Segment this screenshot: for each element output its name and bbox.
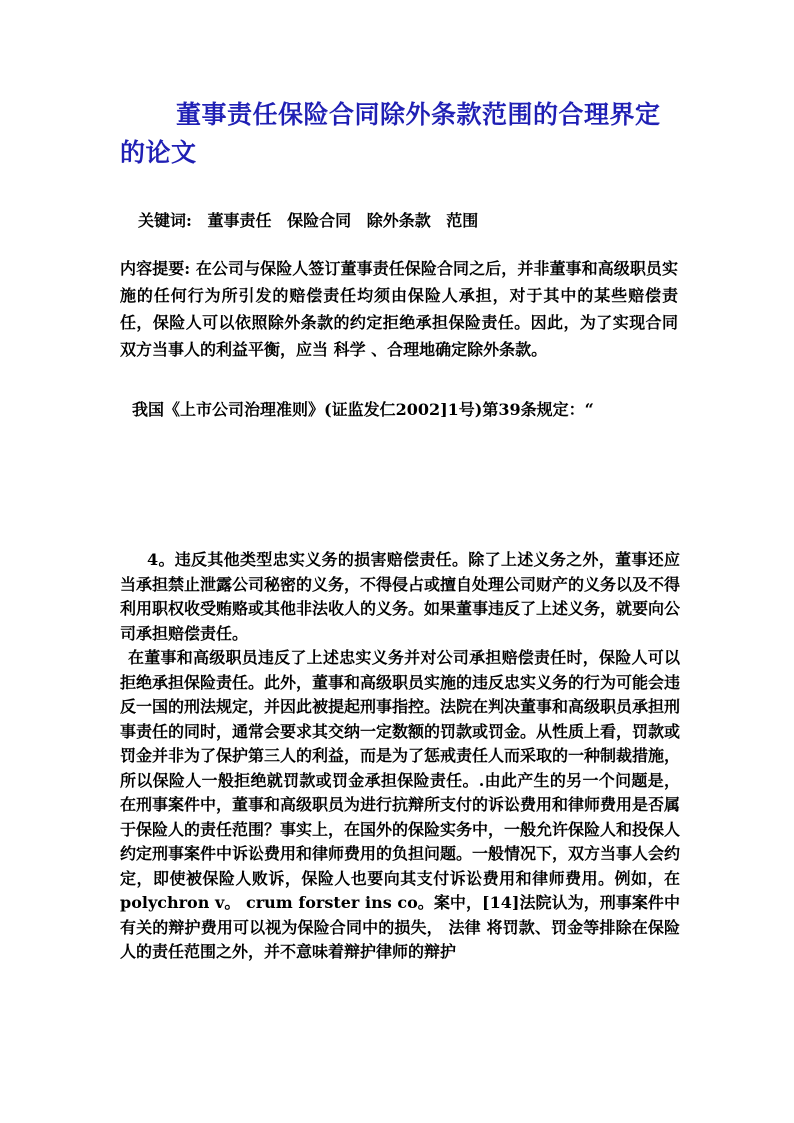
body-text xyxy=(120,548,680,965)
rule-citation: 我国《上市公司治理准则》(证监发仁2002]1号)第39条规定：“ xyxy=(132,400,594,419)
document-title xyxy=(120,96,680,172)
keyword-item: 保险合同 xyxy=(287,211,352,230)
keywords-line xyxy=(138,208,488,231)
keyword-item: 范围 xyxy=(446,211,479,230)
keywords-label: 关键词: xyxy=(138,211,192,230)
body-paragraph: 4。违反其他类型忠实义务的损害赔偿责任。除了上述义务之外，董事还应当承担禁止泄露公司秘密的义务，不得侵占或擅自处理公司财产的义务以及不得利用职权收受贿赂或其他非法收人的义务。如果董事违反了上述义务，就要向公司承担赔偿责任。 xyxy=(120,550,681,643)
document-title-text: 董事责任保险合同除外条款范围的合理界定的论文 xyxy=(120,100,661,167)
keyword-item: 董事责任 xyxy=(207,211,272,230)
keyword-item: 除外条款 xyxy=(366,211,431,230)
abstract-paragraph: 内容提要: 在公司与保险人签订董事责任保险合同之后，并非董事和高级职员实施的任何行为所引发的赔偿责任均须由保险人承担，对于其中的某些赔偿责任，保险人可以依照除外条款的约定拒绝承担保险责任。因此，为了实现合同双方当事人的利益平衡，应当 科学 、合理地确定除外条款。 xyxy=(120,259,678,359)
body-paragraph: 在董事和高级职员违反了上述忠实义务并对公司承担赔偿责任时，保险人可以拒绝承担保险责任。此外，董事和高级职员实施的违反忠实义务的行为可能会违反一国的刑法规定，并因此被提起刑事指控。法院在判决董事和高级职员承担刑事责任的同时，通常会要求其交纳一定数额的罚款或罚金。从性质上看，罚款或罚金并非为了保护第三人的利益，而是为了惩戒责任人而采取的一种制裁措施，所以保险人一般拒绝就罚款或罚金承担保险责任。.由此产生的另一个问题是，在刑事案件中，董事和高级职员为进行抗辩所支付的诉讼费用和律师费用是否属于保险人的责任范围？事实上，在国外的保险实务中，一般允许保险人和投保人约定刑事案件中诉讼费用和律师费用的负担问题。一般情况下，双方当事人会约定，即使被保险人败诉，保险人也要向其支付诉讼费用和律师费用。例如，在polychron v。 crum forster ins co。案中，[14]法院认为，刑事案件中有关的辩护费用可以视为保险合同中的损失， 法律 将罚款、罚金等排除在保险人的责任范围之外，并不意味着辩护律师的辩护 xyxy=(120,648,681,961)
